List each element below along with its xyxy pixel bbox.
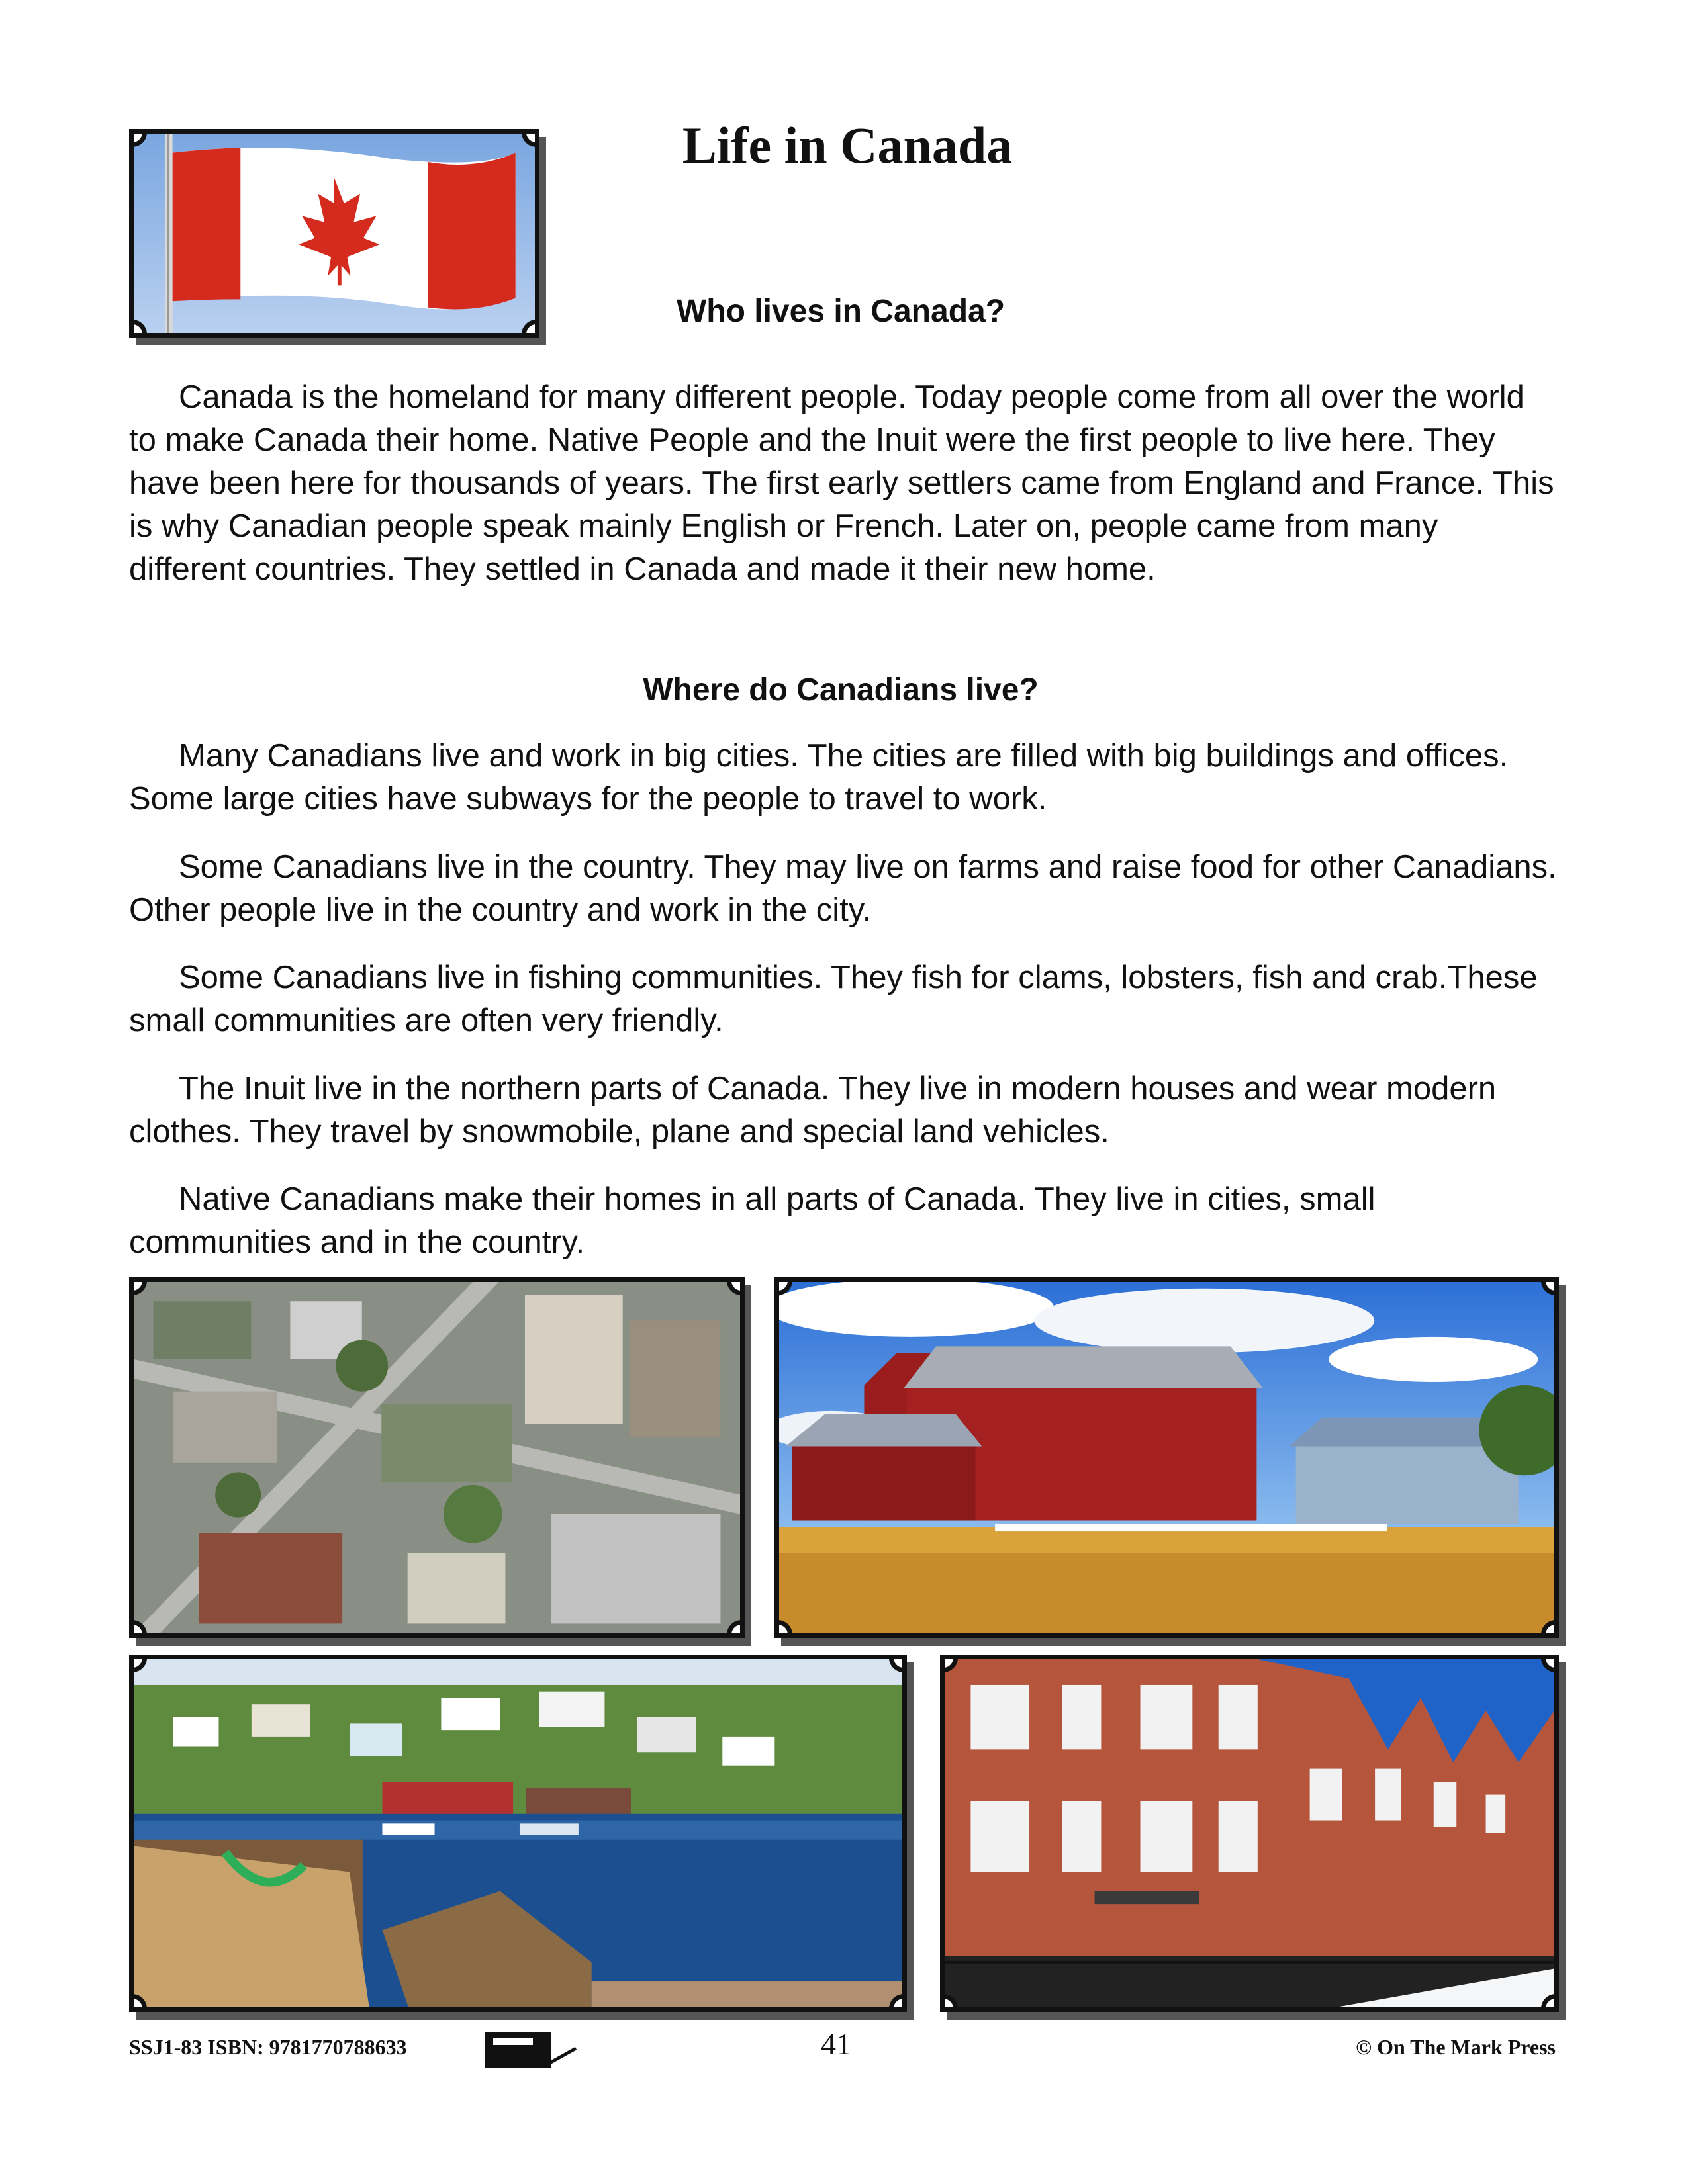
page-title: Life in Canada (682, 116, 1013, 174)
page-number: 41 (821, 2027, 851, 2061)
city-aerial-photo (129, 1277, 745, 1638)
fishing-village-photo (129, 1655, 907, 2012)
footer-copyright: © On The Mark Press (1356, 2035, 1556, 2059)
footer-isbn: SSJ1-83 ISBN: 9781770788633 (129, 2035, 407, 2059)
paragraph-country: Some Canadians live in the country. They may live on farms and raise food for other Canadians. Other people live in the country and work in the city. (129, 849, 1557, 928)
paragraph-cities: Many Canadians live and work in big cities. The cities are filled with big buildings and offices. Some large cities have subways for the people to travel to work. (129, 738, 1509, 817)
paragraph-fishing: Some Canadians live in fishing communities. They fish for clams, lobsters, fish and crab.These small communities are often very friendly. (129, 960, 1538, 1038)
townhouses-photo (940, 1655, 1559, 2012)
paragraph-inuit: The Inuit live in the northern parts of Canada. They live in modern houses and wear modern clothes. They travel by snowmobile, plane and special land vehicles. (129, 1071, 1497, 1150)
paragraph-who: Canada is the homeland for many different people. Today people come from all over the world to make Canada their home. Native People and the Inuit were the first people to live here. They have been here for thousands of years. The first early settlers came from England and France. This is why Canadian people speak mainly English or French. Later on, people came from many different countries. They settled in Canada and made it their new home. (129, 379, 1554, 587)
farm-barn-photo (774, 1277, 1559, 1638)
printer-logo-icon (480, 2025, 579, 2071)
section-heading-where: Where do Canadians live? (643, 672, 1039, 707)
section-heading-who: Who lives in Canada? (676, 294, 1006, 329)
paragraph-native: Native Canadians make their homes in all parts of Canada. They live in cities, small communities and in the country. (129, 1181, 1376, 1260)
